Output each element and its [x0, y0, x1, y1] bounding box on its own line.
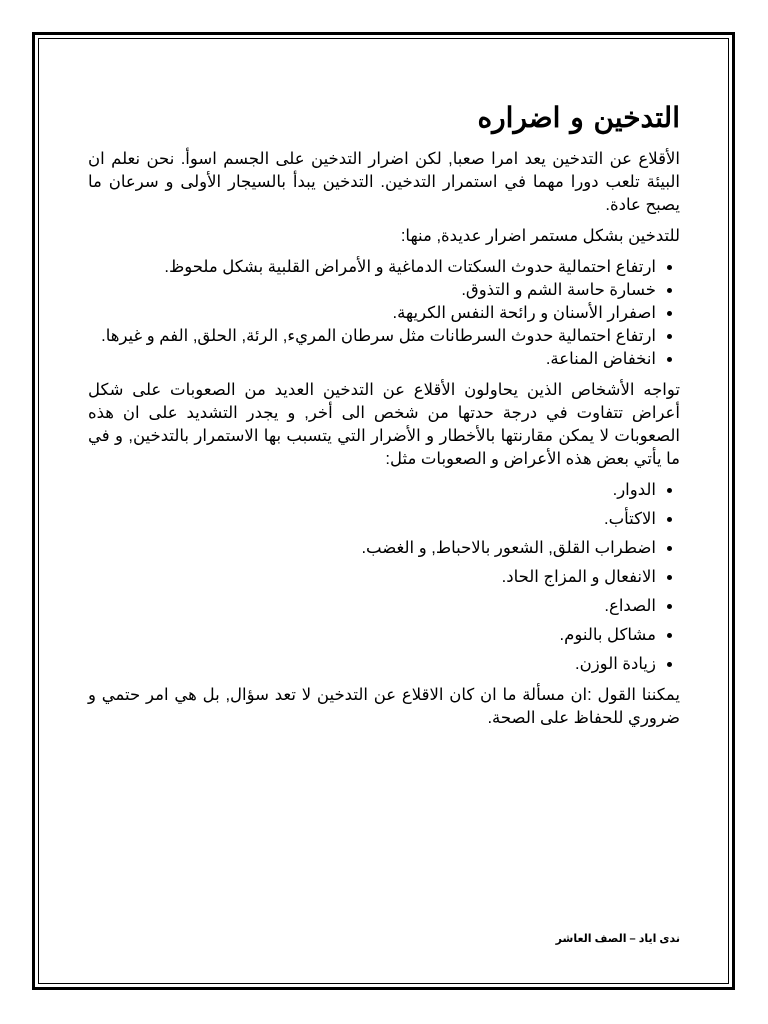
difficulties-intro: تواجه الأشخاص الذين يحاولون الأقلاع عن التدخين العديد من الصعوبات على شكل أعراض تتفاوت في درجة حدتها من شخص الى أخر, و يجدر التشديد على ان هذه الصعوبات لا يمكن مقارنتها بالأخطار و الأضرار التي يتسبب بها الاستمرار بالتدخين, و في ما يأتي بعض هذه الأعراض و الصعوبات مثل:: [88, 381, 680, 468]
list-item: • زيادة الوزن.: [88, 653, 656, 676]
document-title: التدخين و اضراره: [477, 101, 680, 134]
list-item: • انخفاض المناعة.: [88, 348, 656, 371]
list-item: • الانفعال و المزاج الحاد.: [88, 566, 656, 589]
author-footer: ندى اياد – الصف العاشر: [555, 933, 680, 945]
list-item: • الاكتأب.: [88, 508, 656, 531]
list-item: • اضطراب القلق, الشعور بالاحباط, و الغضب.: [88, 537, 656, 560]
list-item: • الصداع.: [88, 595, 656, 618]
harms-intro: للتدخين بشكل مستمر اضرار عديدة, منها:: [400, 227, 680, 245]
list-item: • ارتفاع احتمالية حدوث السرطانات مثل سرطان المريء, الرئة, الحلق, الفم و غيرها.: [88, 325, 656, 348]
list-item: • اصفرار الأسنان و رائحة النفس الكريهة.: [88, 302, 656, 325]
document-body: [88, 100, 680, 738]
list-item: • ارتفاع احتمالية حدوث السكتات الدماغية و الأمراض القلبية بشكل ملحوظ.: [88, 256, 656, 279]
list-item: • الدوار.: [88, 479, 656, 502]
harms-list: [88, 256, 680, 371]
intro-paragraph: الأقلاع عن التدخين يعد امرا صعبا, لكن اضرار التدخين على الجسم اسوأ. نحن نعلم ان البيئة تلعب دورا مهما في استمرار التدخين. التدخين يبدأ بالسيجار الأولى و سرعان ما يصبح عادة.: [88, 150, 680, 214]
list-item: • مشاكل بالنوم.: [88, 624, 656, 647]
difficulties-list: [88, 479, 680, 676]
list-item: • خسارة حاسة الشم و التذوق.: [88, 279, 656, 302]
conclusion-paragraph: يمكننا القول :ان مسألة ما ان كان الاقلاع عن التدخين لا تعد سؤال, بل هي امر حتمي و ضروري للحفاظ على الصحة.: [88, 686, 680, 727]
